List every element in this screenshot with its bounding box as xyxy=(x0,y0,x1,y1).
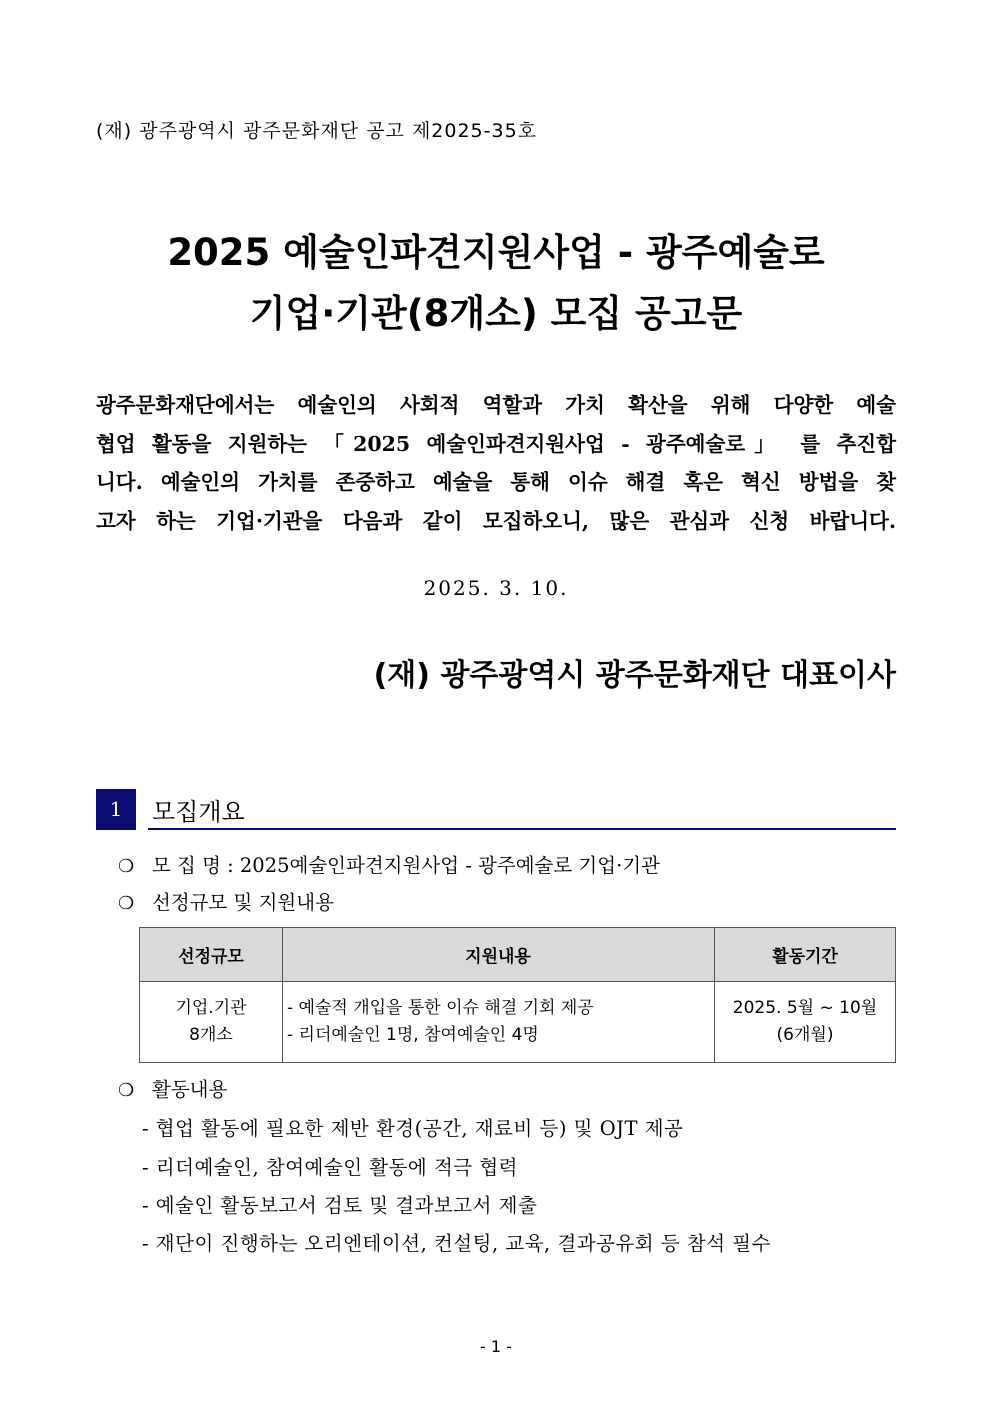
announcement-date: 2025. 3. 10. xyxy=(423,576,569,600)
bullet-text: 선정규모 및 지원내용 xyxy=(152,891,334,914)
signer: (재) 광주광역시 광주문화재단 대표이사 xyxy=(373,658,896,693)
header-scale: 선정규모 xyxy=(140,928,283,982)
section-title: 모집개요 xyxy=(152,798,245,826)
circle-bullet-icon: ❍ xyxy=(118,1080,135,1101)
cell-support xyxy=(283,982,715,1063)
circle-bullet-icon: ❍ xyxy=(118,893,135,914)
activity-item: - 예술인 활동보고서 검토 및 결과보고서 제출 xyxy=(142,1194,538,1217)
selection-table xyxy=(139,927,896,1063)
bullet-selection xyxy=(118,887,334,915)
circle-bullet-icon: ❍ xyxy=(118,856,135,877)
activity-item: - 재단이 진행하는 오리엔테이션, 컨설팅, 교육, 결과공유회 등 참석 필수 xyxy=(142,1232,771,1255)
title-line-1: 2025 예술인파견지원사업 - 광주예술로 xyxy=(167,231,825,274)
cell-line: 기업.기관 xyxy=(175,998,247,1018)
cell-line: - 리더예술인 1명, 참여예술인 4명 xyxy=(287,1025,539,1045)
activity-item: - 협업 활동에 필요한 제반 환경(공간, 재료비 등) 및 OJT 제공 xyxy=(142,1117,684,1140)
intro-line: 광주문화재단에서는 예술인의 사회적 역할과 가치 확산을 위해 다양한 예술 xyxy=(96,393,896,417)
activity-item: - 리더예술인, 참여예술인 활동에 적극 협력 xyxy=(142,1156,519,1179)
section-divider xyxy=(148,828,896,830)
cell-scale xyxy=(140,982,283,1063)
header-support: 지원내용 xyxy=(283,928,715,982)
title-line-2: 기업·기관(8개소) 모집 공고문 xyxy=(249,292,743,335)
notice-number: (재) 광주광역시 광주문화재단 공고 제2025-35호 xyxy=(96,120,538,142)
section-number-badge: 1 xyxy=(96,789,136,830)
intro-line: 니다. 예술인의 가치를 존중하고 예술을 통해 이슈 해결 혹은 혁신 방법을 찾 xyxy=(96,470,896,494)
cell-line: 8개소 xyxy=(189,1025,233,1045)
header-period: 활동기간 xyxy=(715,928,896,982)
cell-line: 2025. 5월 ~ 10월 xyxy=(732,998,878,1018)
page-number: - 1 - xyxy=(480,1337,512,1356)
intro-line: 협업 활동을 지원하는 「2025 예술인파견지원사업 - 광주예술로」 를 추진합 xyxy=(96,431,896,456)
bullet-activities xyxy=(118,1074,227,1102)
cell-line: - 예술적 개입을 통한 이슈 해결 기회 제공 xyxy=(287,998,594,1018)
table-header-row xyxy=(140,928,896,982)
intro-paragraph xyxy=(96,386,896,540)
cell-period xyxy=(715,982,896,1063)
table-row xyxy=(140,982,896,1063)
intro-line: 고자 하는 기업·기관을 다음과 같이 모집하오니, 많은 관심과 신청 바랍니다. xyxy=(96,508,896,533)
bullet-recruit-name xyxy=(118,850,660,878)
bullet-text: 활동내용 xyxy=(152,1078,228,1101)
bullet-text: 모 집 명 : 2025예술인파견지원사업 - 광주예술로 기업·기관 xyxy=(152,854,660,877)
cell-line: (6개월) xyxy=(776,1025,834,1045)
